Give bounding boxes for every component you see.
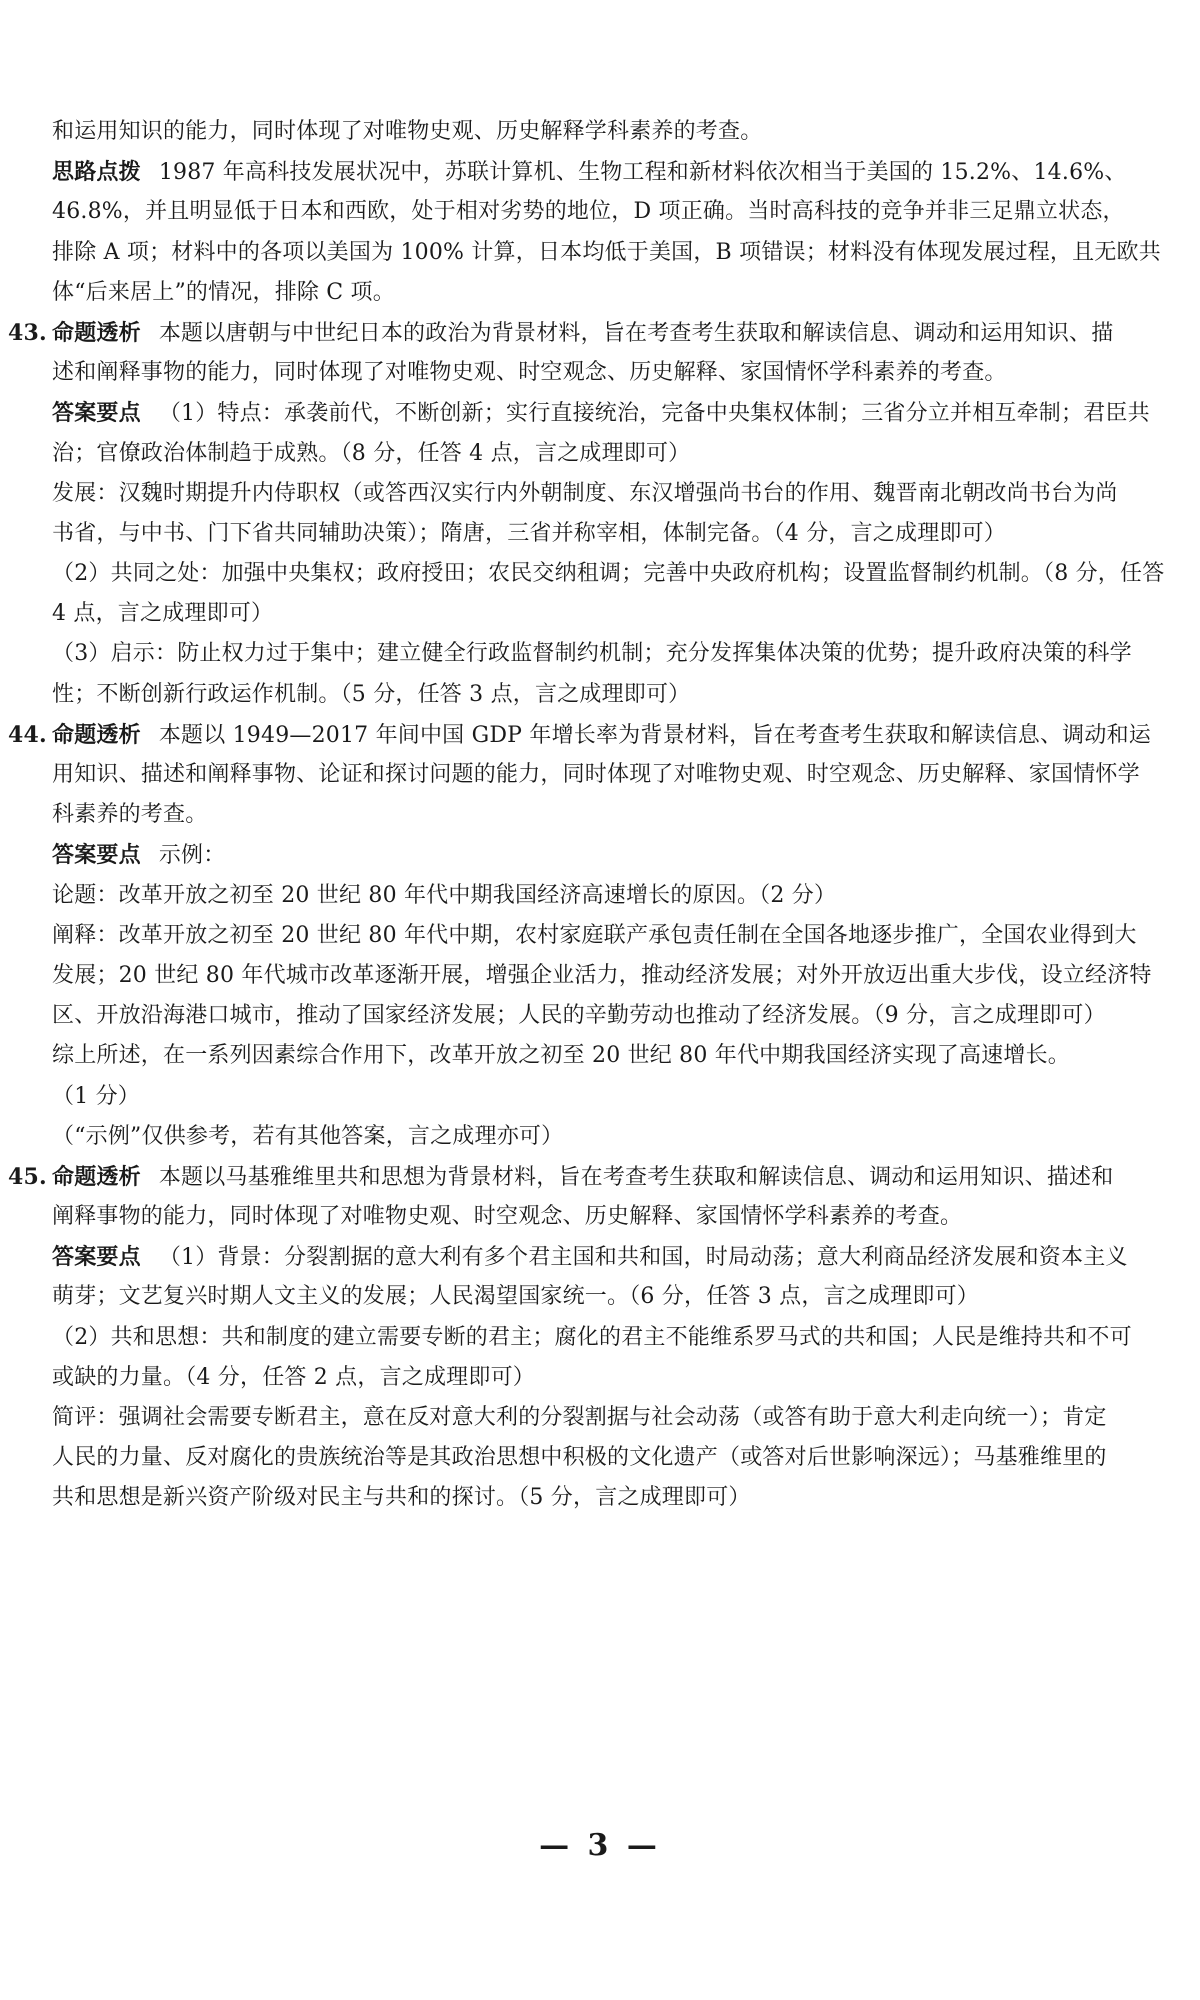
text-line — [52, 1438, 1174, 1478]
text: 人民的力量、反对腐化的贵族统治等是其政治思想中积极的文化遗产（或答对后世影响深远）；马基雅维里的 — [52, 1445, 1107, 1471]
section-label: 命题透析 — [52, 721, 141, 748]
text-line — [52, 835, 1174, 875]
text-line — [52, 1077, 1174, 1117]
text: （1 分） — [52, 1083, 140, 1109]
text-line — [52, 112, 1174, 152]
text: 科素养的考查。 — [52, 802, 208, 828]
text: 本题以唐朝与中世纪日本的政治为背景材料，旨在考查考生获取和解读信息、调动和运用知识、描 — [158, 320, 1114, 346]
text-line — [52, 474, 1174, 514]
text: 萌芽；文艺复兴时期人文主义的发展；人民渴望国家统一。（6 分，任答 3 点，言之成理即可） — [52, 1284, 979, 1310]
text-line — [52, 1117, 1174, 1157]
text: 综上所述，在一系列因素综合作用下，改革开放之初至 20 世纪 80 年代中期我国经济实现了高速增长。 — [52, 1043, 1070, 1069]
text: 阐释：改革开放之初至 20 世纪 80 年代中期，农村家庭联产承包责任制在全国各地逐步推广，全国农业得到大 — [52, 922, 1137, 948]
text: （1）特点：承袭前代，不断创新；实行直接统治，完备中央集权体制；三省分立并相互牵制；君臣共 — [158, 401, 1150, 427]
text: 本题以马基雅维里共和思想为背景材料，旨在考查考生获取和解读信息、调动和运用知识、描述和 — [158, 1164, 1114, 1190]
text: 排除 A 项；材料中的各项以美国为 100% 计算，日本均低于美国，B 项错误；材料没有体现发展过程，且无欧共 — [52, 239, 1161, 265]
text-line — [52, 876, 1174, 916]
text: （2）共和思想：共和制度的建立需要专断的君主；腐化的君主不能维系罗马式的共和国；人民是维持共和不可 — [52, 1324, 1132, 1350]
text-line — [52, 1358, 1174, 1398]
text-line — [52, 1036, 1174, 1076]
text: 示例： — [158, 843, 226, 869]
text: 1987 年高科技发展状况中，苏联计算机、生物工程和新材料依次相当于美国的 15.2%、14.6%、 — [158, 160, 1127, 186]
text: 用知识、描述和阐释事物、论证和探讨问题的能力，同时体现了对唯物史观、时空观念、历史解释、家国情怀学 — [52, 762, 1140, 787]
text-line — [52, 634, 1174, 674]
text-line — [52, 1237, 1174, 1277]
text: 或缺的力量。（4 分，任答 2 点，言之成理即可） — [52, 1364, 535, 1390]
text: 共和思想是新兴资产阶级对民主与共和的探讨。（5 分，言之成理即可） — [52, 1485, 751, 1511]
text: 简评：强调社会需要专断君主，意在反对意大利的分裂割据与社会动荡（或答有助于意大利走向统一）；肯定 — [52, 1405, 1107, 1430]
question-45-intro: 45. 命题透析 本题以马基雅维里共和思想为背景材料，旨在考查考生获取和解读信息、调动和运用知识、描述和 — [8, 1163, 1114, 1190]
section-label: 命题透析 — [52, 319, 141, 346]
text: 区、开放沿海港口城市，推动了国家经济发展；人民的辛勤劳动也推动了经济发展。（9 分，言之成理即可） — [52, 1003, 1106, 1029]
text: 4 点，言之成理即可） — [52, 601, 274, 627]
text-line — [52, 233, 1174, 273]
text: 发展；20 世纪 80 年代城市改革逐渐开展，增强企业活力，推动经济发展；对外开放迈出重大步伐，设立经济特 — [52, 962, 1152, 988]
text: （2）共同之处：加强中央集权；政府授田；农民交纳租调；完善中央政府机构；设置监督制约机制。（8 分，任答 — [52, 561, 1165, 587]
text-line — [52, 1478, 1174, 1518]
text-line — [52, 1277, 1174, 1317]
text-line — [52, 554, 1174, 594]
text-line — [52, 1318, 1174, 1358]
text-line — [52, 916, 1174, 956]
text: 46.8%，并且明显低于日本和西欧，处于相对劣势的地位，D 项正确。当时高科技的竞争并非三足鼎立状态， — [52, 199, 1125, 225]
question-43-intro: 43. 命题透析 本题以唐朝与中世纪日本的政治为背景材料，旨在考查考生获取和解读信息、调动和运用知识、描 — [8, 319, 1114, 346]
text-line — [52, 434, 1174, 474]
text: 治；官僚政治体制趋于成熟。（8 分，任答 4 点，言之成理即可） — [52, 440, 691, 466]
text-line — [52, 996, 1174, 1036]
text: 体“后来居上”的情况，排除 C 项。 — [52, 279, 395, 305]
text-line — [52, 675, 1174, 715]
text-line — [52, 1197, 1174, 1237]
text-line — [52, 514, 1174, 554]
text-line — [52, 1398, 1174, 1438]
text-line — [52, 192, 1174, 232]
text-line — [52, 353, 1174, 393]
page-number: — 3 — — [539, 1828, 661, 1863]
text-line — [52, 273, 1174, 313]
text: 述和阐释事物的能力，同时体现了对唯物史观、时空观念、历史解释、家国情怀学科素养的考查。 — [52, 360, 1007, 386]
text: 性；不断创新行政运作机制。（5 分，任答 3 点，言之成理即可） — [52, 681, 691, 707]
answer-label: 答案要点 — [52, 842, 141, 869]
text: 发展：汉魏时期提升内侍职权（或答西汉实行内外朝制度、东汉增强尚书台的作用、魏晋南北朝改尚书台为尚 — [52, 480, 1118, 506]
text-line — [52, 594, 1174, 634]
text-line — [52, 795, 1174, 835]
section-label: 思路点拨 — [52, 159, 141, 186]
text: （3）启示：防止权力过于集中；建立健全行政监督制约机制；充分发挥集体决策的优势；提升政府决策的科学 — [52, 641, 1132, 667]
text: 阐释事物的能力，同时体现了对唯物史观、时空观念、历史解释、家国情怀学科素养的考查。 — [52, 1204, 963, 1230]
text: （“示例”仅供参考，若有其他答案，言之成理亦可） — [52, 1123, 564, 1149]
answer-label: 答案要点 — [52, 1244, 141, 1271]
section-label: 命题透析 — [52, 1163, 141, 1190]
text-line — [52, 152, 1174, 192]
text-line — [52, 956, 1174, 996]
text-line — [52, 393, 1174, 433]
question-44-intro: 44. 命题透析 本题以 1949—2017 年间中国 GDP 年增长率为背景材料，旨在考查考生获取和解读信息、调动和运 — [8, 721, 1151, 748]
text: 书省，与中书、门下省共同辅助决策）；隋唐，三省并称宰相，体制完备。（4 分，言之成理即可） — [52, 520, 1006, 546]
text: 和运用知识的能力，同时体现了对唯物史观、历史解释学科素养的考查。 — [52, 119, 763, 144]
text-line — [52, 755, 1174, 795]
text: 本题以 1949—2017 年间中国 GDP 年增长率为背景材料，旨在考查考生获取和解读信息、调动和运 — [158, 722, 1151, 748]
answer-label: 答案要点 — [52, 400, 141, 427]
text: （1）背景：分裂割据的意大利有多个君主国和共和国，时局动荡；意大利商品经济发展和资本主义 — [158, 1245, 1128, 1271]
text: 论题：改革开放之初至 20 世纪 80 年代中期我国经济高速增长的原因。（2 分） — [52, 882, 837, 908]
answer-key-page — [8, 112, 1174, 1519]
